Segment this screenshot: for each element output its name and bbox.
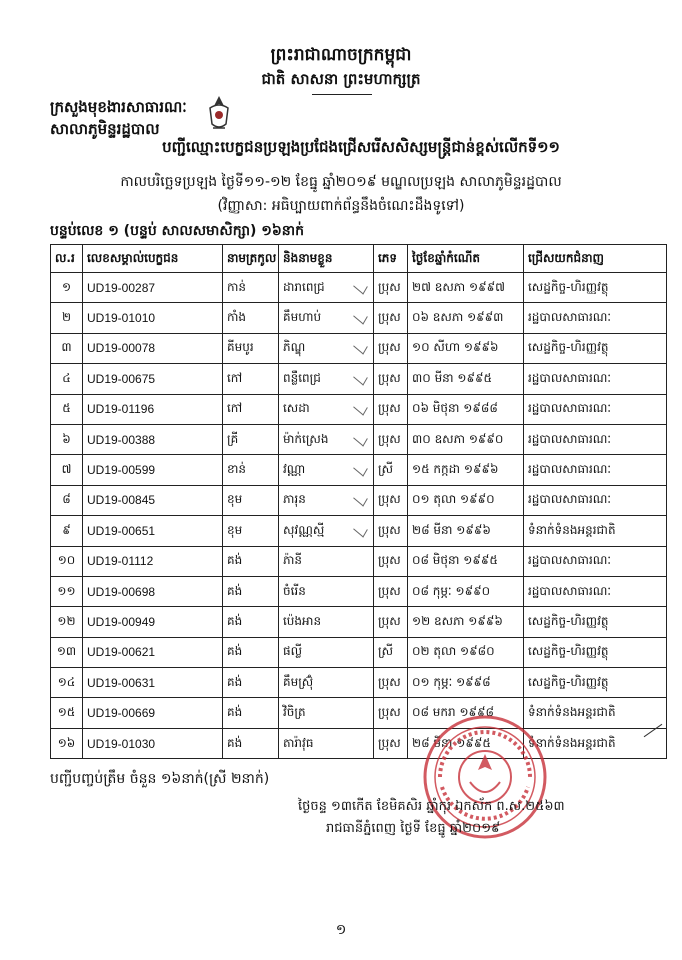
cell-date-of-birth [408, 364, 524, 394]
cell-number [51, 607, 83, 637]
ministry-emblem-icon [204, 94, 234, 134]
cell-specialty-text: រដ្ឋបាលសាធារណៈ [528, 492, 612, 507]
cell-specialty-text: រដ្ឋបាលសាធារណៈ [528, 431, 612, 446]
cell-given-name [279, 728, 374, 758]
cell-family-name [223, 607, 279, 637]
cell-candidate-id [83, 576, 223, 606]
cell-sex [374, 576, 408, 606]
cell-number-text: ៨ [62, 492, 71, 507]
cell-number-text: ១៥ [57, 705, 76, 720]
cell-number-text: ១២ [57, 613, 76, 628]
cell-family-name [223, 698, 279, 728]
header-candidate-id: លេខសម្គាល់បេក្ខជន [83, 245, 223, 273]
exam-date-line: កាលបរិច្ឆេទប្រឡង ថ្ងៃទី១១-១២ ខែធ្នូ ឆ្នាំ២០១៩ មណ្ឌលប្រឡង សាលាភូមិន្ទរដ្ឋបាល [120, 174, 562, 190]
cell-number-text: ១ [61, 279, 72, 294]
cell-given-name-text: គឹមស្រ៊ុំ [283, 674, 314, 689]
cell-sex-text: ប្រុស [378, 340, 401, 355]
cell-number-text: ១៦ [57, 735, 76, 750]
cell-number [51, 394, 83, 424]
cell-candidate-id [83, 333, 223, 363]
cell-number [51, 668, 83, 698]
cell-sex [374, 273, 408, 303]
check-mark-icon [353, 400, 368, 416]
cell-given-name-text: ប៉េងអាន [283, 613, 322, 628]
cell-family-name [223, 668, 279, 698]
cell-date-of-birth [408, 303, 524, 333]
cell-family-name [223, 516, 279, 546]
cell-sex-text: ប្រុស [378, 310, 401, 325]
cell-given-name [279, 333, 374, 363]
cell-family-name [223, 333, 279, 363]
header-date-of-birth: ថ្ងៃខែឆ្នាំកំណើត [408, 245, 524, 273]
cell-date-of-birth [408, 546, 524, 576]
cell-family-name-text: ខាន់ [227, 462, 247, 477]
cell-given-name-text: ចំរើន [283, 583, 306, 598]
cell-given-name-text: ភារុន [283, 492, 306, 507]
cell-date-of-birth-text: ២៨ មីនា ១៩៩៥ [412, 735, 491, 750]
cell-date-of-birth-text: ២៧ ឧសភា ១៩៩៧ [412, 279, 505, 294]
check-mark-icon [353, 491, 368, 507]
cell-candidate-id-text: UD19-00631 [87, 675, 156, 690]
cell-date-of-birth-text: ០២ តុលា ១៩៨០ [412, 644, 495, 659]
cell-given-name [279, 485, 374, 515]
cell-candidate-id-text: UD19-00845 [87, 493, 156, 508]
cell-candidate-id [83, 273, 223, 303]
cell-number [51, 273, 83, 303]
cell-sex [374, 303, 408, 333]
cell-specialty-text: សេដ្ឋកិច្ច-ហិរញ្ញវត្ថុ [528, 340, 609, 355]
cell-given-name [279, 394, 374, 424]
cell-family-name [223, 728, 279, 758]
cell-family-name-text: កាន់ [227, 279, 247, 294]
cell-specialty [524, 303, 667, 333]
cell-given-name-text: សេដា [283, 401, 310, 416]
cell-given-name-text: គឹមហាប់ [283, 310, 322, 325]
check-mark-icon [353, 278, 368, 294]
cell-date-of-birth [408, 637, 524, 667]
table-row [51, 637, 667, 667]
cell-sex-text: ប្រុស [378, 492, 401, 507]
cell-family-name-text: គង់ [227, 705, 243, 720]
cell-sex [374, 637, 408, 667]
cell-candidate-id-text: UD19-00675 [87, 371, 156, 386]
cell-candidate-id-text: UD19-00669 [87, 706, 156, 721]
cell-sex [374, 668, 408, 698]
cell-candidate-id [83, 698, 223, 728]
cell-sex-text: ប្រុស [378, 583, 401, 598]
cell-number [51, 546, 83, 576]
cell-sex [374, 333, 408, 363]
cell-sex-text: ស្រី [378, 644, 393, 659]
cell-date-of-birth-text: ០១ កុម្ភៈ ១៩៩៨ [412, 674, 491, 689]
check-mark-icon [353, 430, 368, 446]
cell-specialty [524, 546, 667, 576]
cell-date-of-birth-text: ១២ ឧសភា ១៩៩៦ [412, 613, 503, 628]
cell-specialty-text: សេដ្ឋកិច្ច-ហិរញ្ញវត្ថុ [528, 613, 609, 628]
cell-number-text: ១០ [57, 553, 76, 568]
check-mark-icon [353, 339, 368, 355]
cell-candidate-id-text: UD19-01112 [87, 554, 154, 569]
table-row [51, 576, 667, 606]
cell-specialty-text: សេដ្ឋកិច្ច-ហិរញ្ញវត្ថុ [528, 674, 609, 689]
cell-family-name-text: គង់ [227, 674, 243, 689]
cell-number-text: ១១ [57, 583, 76, 598]
cell-number [51, 485, 83, 515]
table-row [51, 424, 667, 454]
cell-sex-text: ប្រុស [378, 705, 401, 720]
cell-sex [374, 698, 408, 728]
cell-sex [374, 455, 408, 485]
cell-candidate-id-text: UD19-01196 [87, 402, 155, 417]
cell-given-name [279, 303, 374, 333]
table-row [51, 546, 667, 576]
cell-number-text: ៣ [61, 340, 72, 355]
cell-date-of-birth-text: ០៨ មករា ១៩៩៨ [412, 705, 495, 720]
national-motto: ជាតិ សាសនា ព្រះមហាក្សត្រ [261, 70, 421, 88]
cell-number-text: ១៣ [56, 644, 77, 659]
cell-number [51, 728, 83, 758]
cell-number [51, 637, 83, 667]
cell-specialty-text: សេដ្ឋកិច្ច-ហិរញ្ញវត្ថុ [528, 279, 609, 294]
cell-given-name-text: ម៉ាក់ស្រេង [283, 431, 329, 446]
cell-sex [374, 485, 408, 515]
cell-candidate-id [83, 364, 223, 394]
cell-given-name [279, 698, 374, 728]
cell-specialty-text: ទំនាក់ទំនងអន្តរជាតិ [528, 705, 616, 720]
cell-family-name [223, 485, 279, 515]
cell-given-name [279, 576, 374, 606]
check-mark-icon [353, 369, 368, 385]
cell-candidate-id-text: UD19-00949 [87, 614, 156, 629]
cell-number [51, 333, 83, 363]
table-row [51, 698, 667, 728]
cell-number [51, 576, 83, 606]
school-name: សាលាភូមិន្ទរដ្ឋបាល [50, 120, 160, 138]
cell-candidate-id [83, 455, 223, 485]
table-row [51, 485, 667, 515]
cell-given-name-text: ភិណ្ឌុ [283, 340, 306, 355]
cell-given-name-text: ផល្លី [283, 644, 303, 659]
table-row [51, 364, 667, 394]
cell-date-of-birth-text: ៣០ ឧសភា ១៩៩០ [412, 431, 504, 446]
cell-family-name-text: គង់ [227, 735, 243, 750]
cell-number-text: ៥ [62, 401, 71, 416]
cell-candidate-id-text: UD19-00287 [87, 280, 156, 295]
cell-number [51, 516, 83, 546]
cell-date-of-birth [408, 273, 524, 303]
check-mark-icon [353, 460, 368, 476]
cell-candidate-id [83, 728, 223, 758]
cell-specialty [524, 424, 667, 454]
cell-given-name [279, 668, 374, 698]
cell-family-name [223, 546, 279, 576]
cell-specialty [524, 455, 667, 485]
cell-number-text: ៦ [62, 431, 71, 446]
cell-date-of-birth-text: ០៦ ឧសភា ១៩៩៣ [412, 310, 504, 325]
cell-number [51, 364, 83, 394]
cell-sex [374, 424, 408, 454]
cell-number [51, 303, 83, 333]
cell-candidate-id [83, 303, 223, 333]
cell-specialty-text: ទំនាក់ទំនងអន្តរជាតិ [528, 522, 616, 537]
cell-number-text: ៧ [61, 462, 72, 477]
table-row [51, 273, 667, 303]
cell-date-of-birth-text: ០៨ មិថុនា ១៩៩៥ [412, 553, 498, 568]
cell-date-of-birth [408, 455, 524, 485]
document-title: បញ្ជីឈ្មោះបេក្ខជនប្រឡងប្រជែងជ្រើសរើសសិស្សមន្ត្រីជាន់ខ្ពស់លើកទី១១ [162, 138, 560, 156]
cell-sex [374, 394, 408, 424]
cell-family-name-text: គ្រី [227, 431, 239, 446]
cell-sex [374, 364, 408, 394]
cell-candidate-id-text: UD19-00621 [87, 645, 156, 660]
exam-subject: (វិញ្ញាសា: អធិប្បាយពាក់ព័ន្ធនឹងចំណេះដឹងទូទៅ) [217, 198, 465, 214]
table-row [51, 607, 667, 637]
cell-given-name [279, 607, 374, 637]
cell-family-name-text: គង់ [227, 644, 243, 659]
cell-date-of-birth-text: ០១ តុលា ១៩៩០ [412, 492, 495, 507]
cell-candidate-id [83, 668, 223, 698]
cell-specialty-text: សេដ្ឋកិច្ច-ហិរញ្ញវត្ថុ [528, 644, 609, 659]
cell-family-name-text: កៅ [227, 401, 243, 416]
cell-candidate-id [83, 485, 223, 515]
ministry-name: ក្រសួងមុខងារសាធារណៈ [50, 98, 187, 116]
cell-sex [374, 516, 408, 546]
cell-given-name-text: វិចិត្រ [283, 705, 306, 720]
cell-given-name [279, 364, 374, 394]
cell-specialty [524, 516, 667, 546]
cell-specialty [524, 576, 667, 606]
cell-specialty-text: រដ្ឋបាលសាធារណៈ [528, 370, 612, 385]
cell-candidate-id-text: UD19-00078 [87, 341, 156, 356]
cell-date-of-birth [408, 576, 524, 606]
cell-candidate-id-text: UD19-00651 [87, 523, 156, 538]
cell-sex-text: ប្រុស [378, 674, 401, 689]
list-total: បញ្ជីបញ្ចប់ត្រឹម ចំនួន ១៦នាក់(ស្រី ២នាក់) [50, 771, 270, 787]
cell-candidate-id [83, 637, 223, 667]
cell-specialty [524, 668, 667, 698]
cell-specialty-text: រដ្ឋបាលសាធារណៈ [528, 462, 612, 477]
cell-given-name-text: សុវណ្ណស្មី [283, 522, 325, 537]
cell-family-name-text: កៅ [227, 370, 243, 385]
cell-family-name [223, 273, 279, 303]
cell-family-name-text: ខុម [227, 522, 243, 537]
cell-given-name-text: ដារាពេជ្រ [283, 279, 325, 294]
cell-family-name [223, 364, 279, 394]
candidate-table [50, 244, 667, 759]
cell-date-of-birth-text: ០៦ មិថុនា ១៩៨៨ [412, 401, 498, 416]
table-row [51, 728, 667, 758]
cell-number-text: ១៤ [57, 674, 76, 689]
cell-number-text: ៤ [62, 370, 71, 385]
cell-family-name-text: ខុម [227, 492, 243, 507]
cell-family-name-text: គីមបូរ [227, 340, 254, 355]
table-row [51, 516, 667, 546]
cell-date-of-birth [408, 485, 524, 515]
cell-candidate-id-text: UD19-00388 [87, 432, 156, 447]
cell-family-name-text: កាំង [227, 310, 247, 325]
cell-number [51, 455, 83, 485]
cell-date-of-birth-text: ២៨ មីនា ១៩៩៦ [412, 522, 491, 537]
header-number: ល.រ [51, 245, 83, 273]
cell-specialty [524, 607, 667, 637]
motto-divider [312, 94, 372, 95]
cell-specialty [524, 394, 667, 424]
header-sex: ភេទ [374, 245, 408, 273]
cell-specialty-text: រដ្ឋបាលសាធារណៈ [528, 310, 612, 325]
table-row [51, 333, 667, 363]
cell-family-name [223, 455, 279, 485]
cell-candidate-id-text: UD19-01030 [87, 736, 156, 751]
table-row [51, 668, 667, 698]
cell-candidate-id [83, 394, 223, 424]
cell-number [51, 698, 83, 728]
kingdom-heading: ព្រះរាជាណាចក្រកម្ពុជា [270, 45, 412, 65]
cell-given-name [279, 516, 374, 546]
cell-candidate-id-text: UD19-01010 [87, 311, 156, 326]
cell-candidate-id-text: UD19-00698 [87, 584, 156, 599]
cell-specialty [524, 364, 667, 394]
cell-specialty [524, 637, 667, 667]
cell-sex [374, 607, 408, 637]
cell-sex-text: ប្រុស [378, 522, 401, 537]
cell-family-name [223, 424, 279, 454]
table-row [51, 455, 667, 485]
cell-given-name [279, 637, 374, 667]
cell-given-name [279, 424, 374, 454]
cell-candidate-id [83, 424, 223, 454]
cell-sex-text: ប្រុស [378, 613, 401, 628]
cell-specialty [524, 333, 667, 363]
cell-family-name [223, 576, 279, 606]
cell-specialty-text: ទំនាក់ទំនងអន្តរជាតិ [528, 735, 616, 750]
cell-sex [374, 546, 408, 576]
cell-specialty-text: រដ្ឋបាលសាធារណៈ [528, 553, 612, 568]
cell-given-name-text: វណ្ណា [283, 462, 306, 477]
signature-date-solar: រាជធានីភ្នំពេញ ថ្ងៃទី ខែធ្នូ ឆ្នាំ២០១៩ [326, 821, 501, 836]
cell-family-name [223, 394, 279, 424]
cell-specialty [524, 273, 667, 303]
cell-family-name-text: គង់ [227, 553, 243, 568]
header-family-name: នាមត្រកូល [223, 245, 279, 273]
cell-date-of-birth [408, 607, 524, 637]
table-row [51, 394, 667, 424]
cell-given-name [279, 455, 374, 485]
cell-family-name [223, 303, 279, 333]
cell-date-of-birth-text: ១៥ កក្កដា ១៩៩៦ [412, 462, 499, 477]
cell-sex-text: ប្រុស [378, 431, 401, 446]
cell-given-name [279, 273, 374, 303]
page-number: ១ [335, 922, 347, 938]
table-row [51, 303, 667, 333]
cell-given-name-text: តារ៉ាវុធ [283, 735, 314, 750]
header-given-name: និងនាមខ្លួន [279, 245, 374, 273]
cell-date-of-birth-text: ៣០ មីនា ១៩៩៥ [412, 370, 492, 385]
check-mark-icon [353, 308, 368, 324]
cell-sex-text: ប្រុស [378, 370, 401, 385]
cell-sex-text: ប្រុស [378, 553, 401, 568]
header-specialty: ជ្រើសយកជំនាញ [524, 245, 667, 273]
cell-family-name-text: គង់ [227, 583, 243, 598]
cell-date-of-birth [408, 516, 524, 546]
cell-candidate-id-text: UD19-00599 [87, 463, 156, 478]
cell-sex [374, 728, 408, 758]
cell-number [51, 424, 83, 454]
cell-given-name-text: ពន្លឺពេជ្រ [283, 370, 321, 385]
cell-candidate-id [83, 516, 223, 546]
cell-sex-text: ប្រុស [378, 401, 401, 416]
cell-sex-text: ប្រុស [378, 279, 401, 294]
signature-date-lunar: ថ្ងៃចន្ទ ១៣កើត ខែមិគសិរ ឆ្នាំកុរ ឯកស័ក ព.ស.២៥៦៣ [298, 799, 565, 814]
cell-number-text: ២ [61, 310, 72, 325]
cell-date-of-birth [408, 333, 524, 363]
cell-candidate-id [83, 607, 223, 637]
cell-date-of-birth-text: ០៨ កុម្ភៈ ១៩៩០ [412, 583, 491, 598]
cell-number-text: ៩ [62, 522, 71, 537]
cell-date-of-birth [408, 424, 524, 454]
check-mark-icon [353, 521, 368, 537]
cell-candidate-id [83, 546, 223, 576]
cell-specialty-text: រដ្ឋបាលសាធារណៈ [528, 401, 612, 416]
cell-date-of-birth [408, 668, 524, 698]
cell-date-of-birth-text: ១០ សីហា ១៩៩៦ [412, 340, 499, 355]
table-header-row [51, 245, 667, 273]
cell-date-of-birth [408, 394, 524, 424]
cell-sex-text: ប្រុស [378, 735, 401, 750]
cell-sex-text: ស្រី [378, 462, 393, 477]
cell-family-name [223, 637, 279, 667]
cell-specialty [524, 485, 667, 515]
cell-family-name-text: គង់ [227, 613, 243, 628]
room-info: បន្ទប់លេខ ១ (បន្ទប់ សាលសមាសិក្សា) ១៦នាក់ [50, 223, 304, 239]
cell-given-name-text: ភ៉ានី [283, 553, 303, 568]
cell-given-name [279, 546, 374, 576]
cell-specialty-text: រដ្ឋបាលសាធារណៈ [528, 583, 612, 598]
